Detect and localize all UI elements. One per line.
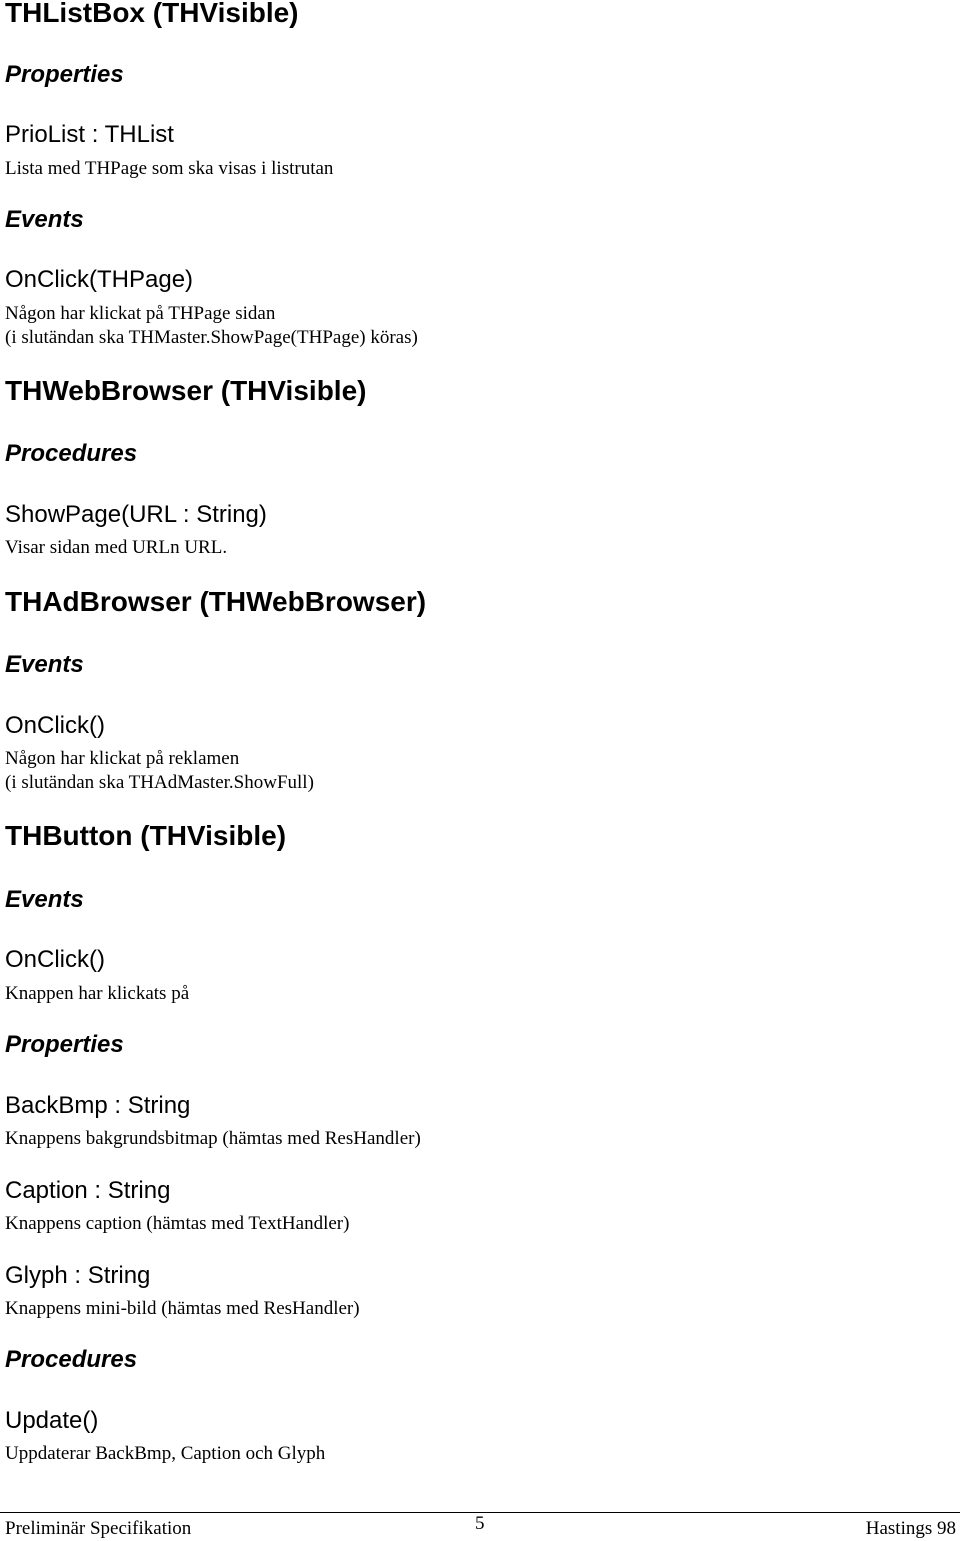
item-name: Glyph : String: [5, 1262, 151, 1289]
heading-events: Events: [5, 651, 84, 678]
section-title-thlistbox: THListBox (THVisible): [5, 0, 299, 28]
item-description: Lista med THPage som ska visas i listrutan: [5, 158, 334, 179]
item-name: ShowPage(URL : String): [5, 501, 267, 528]
item-description: Uppdaterar BackBmp, Caption och Glyph: [5, 1443, 326, 1464]
item-description: Någon har klickat på THPage sidan: [5, 303, 276, 324]
heading-properties: Properties: [5, 1031, 124, 1058]
item-name: Update(): [5, 1407, 99, 1434]
heading-procedures: Procedures: [5, 440, 138, 467]
section-title-thwebbrowser: THWebBrowser (THVisible): [5, 375, 367, 406]
item-name: OnClick(): [5, 712, 105, 739]
heading-events: Events: [5, 206, 84, 233]
footer-right: Hastings 98: [865, 1518, 956, 1539]
item-name: BackBmp : String: [5, 1092, 191, 1119]
item-description: Knappens bakgrundsbitmap (hämtas med ResHandler): [5, 1128, 421, 1149]
item-description: Knappens caption (hämtas med TextHandler): [5, 1213, 350, 1234]
item-description: Knappen har klickats på: [5, 983, 190, 1004]
page-number: 5: [475, 1513, 485, 1534]
item-description: Visar sidan med URLn URL.: [5, 537, 228, 558]
item-name: OnClick(THPage): [5, 266, 194, 293]
heading-events: Events: [5, 886, 84, 913]
section-title-thbutton: THButton (THVisible): [5, 820, 287, 851]
heading-procedures: Procedures: [5, 1346, 138, 1373]
item-description: Knappens mini-bild (hämtas med ResHandler): [5, 1298, 360, 1319]
item-description: (i slutändan ska THMaster.ShowPage(THPage) köras): [5, 327, 418, 348]
section-title-thadbrowser: THAdBrowser (THWebBrowser): [5, 586, 427, 617]
footer-left: Preliminär Specifikation: [5, 1518, 192, 1539]
heading-properties: Properties: [5, 61, 124, 88]
item-name: OnClick(): [5, 946, 105, 973]
item-name: Caption : String: [5, 1177, 171, 1204]
item-name: PrioList : THList: [5, 121, 174, 148]
item-description: Någon har klickat på reklamen: [5, 748, 240, 769]
item-description: (i slutändan ska THAdMaster.ShowFull): [5, 772, 314, 793]
